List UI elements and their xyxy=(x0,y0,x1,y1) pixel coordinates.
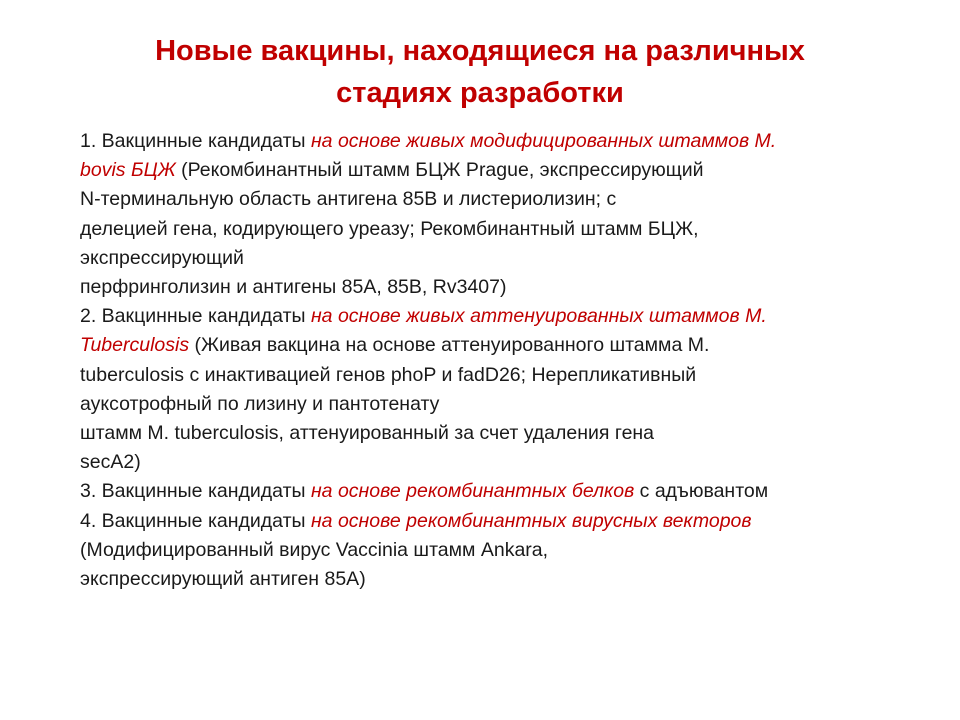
item-4-prefix: 4. Вакцинные кандидаты xyxy=(80,509,311,532)
item-1-highlight: на основе живых модифицированных штаммов M. xyxy=(310,130,777,152)
slide-body xyxy=(80,127,900,594)
item-3-line-1 xyxy=(80,477,900,506)
slide-title xyxy=(60,30,900,114)
item-1-line-5: экспрессирующий xyxy=(80,246,244,269)
item-1-line-6: перфринголизин и антигены 85А, 85В, Rv3407) xyxy=(80,276,507,299)
item-4-line-2: (Модифицированный вирус Vaccinia штамм Ankara, xyxy=(80,538,549,561)
item-2-line-2 xyxy=(80,331,900,360)
item-2-highlight: на основе живых аттенуированных штаммов M. xyxy=(310,305,767,328)
item-1-line-3: N-терминальную область антигена 85В и листериолизин; с xyxy=(80,188,617,211)
item-4-line-1 xyxy=(80,507,900,536)
item-1-line-2 xyxy=(80,156,900,185)
item-1-line-4: делецией гена, кодирующего уреазу; Рекомбинантный штамм БЦЖ, xyxy=(80,217,699,240)
item-1-prefix: 1. Вакцинные кандидаты xyxy=(80,130,311,152)
item-3-suffix: с адъювантом xyxy=(634,480,769,503)
item-1-highlight-cont: bovis БЦЖ xyxy=(80,159,176,182)
item-2-line-5: штамм M. tuberculosis, аттенуированный за счет удаления гена xyxy=(80,422,655,445)
item-2-prefix: 2. Вакцинные кандидаты xyxy=(80,305,311,328)
item-2-line-3: tuberculosis с инактивацией генов phoP и fadD26; Нерепликативный xyxy=(80,363,697,386)
item-2-text: (Живая вакцина на основе аттенуированного штамма M. xyxy=(189,334,710,357)
item-2-line-1 xyxy=(80,302,900,331)
item-1-text: (Рекомбинантный штамм БЦЖ Prague, экспрессирующий xyxy=(175,159,704,182)
item-3-highlight: на основе рекомбинантных белков xyxy=(310,480,635,503)
item-3-prefix: 3. Вакцинные кандидаты xyxy=(80,480,311,503)
item-4-line-3: экспрессирующий антиген 85А) xyxy=(80,568,366,591)
item-1-line-1 xyxy=(80,127,900,156)
item-4-highlight: на основе рекомбинантных вирусных векторов xyxy=(310,509,752,532)
item-2-line-4: ауксотрофный по лизину и пантотенату xyxy=(80,392,440,415)
item-2-line-6: secA2) xyxy=(80,451,141,474)
slide-title-line-1: Новые вакцины, находящиеся на различных xyxy=(155,35,805,67)
slide-title-line-2: стадиях разработки xyxy=(336,77,624,109)
item-2-highlight-cont: Tuberculosis xyxy=(80,334,190,357)
